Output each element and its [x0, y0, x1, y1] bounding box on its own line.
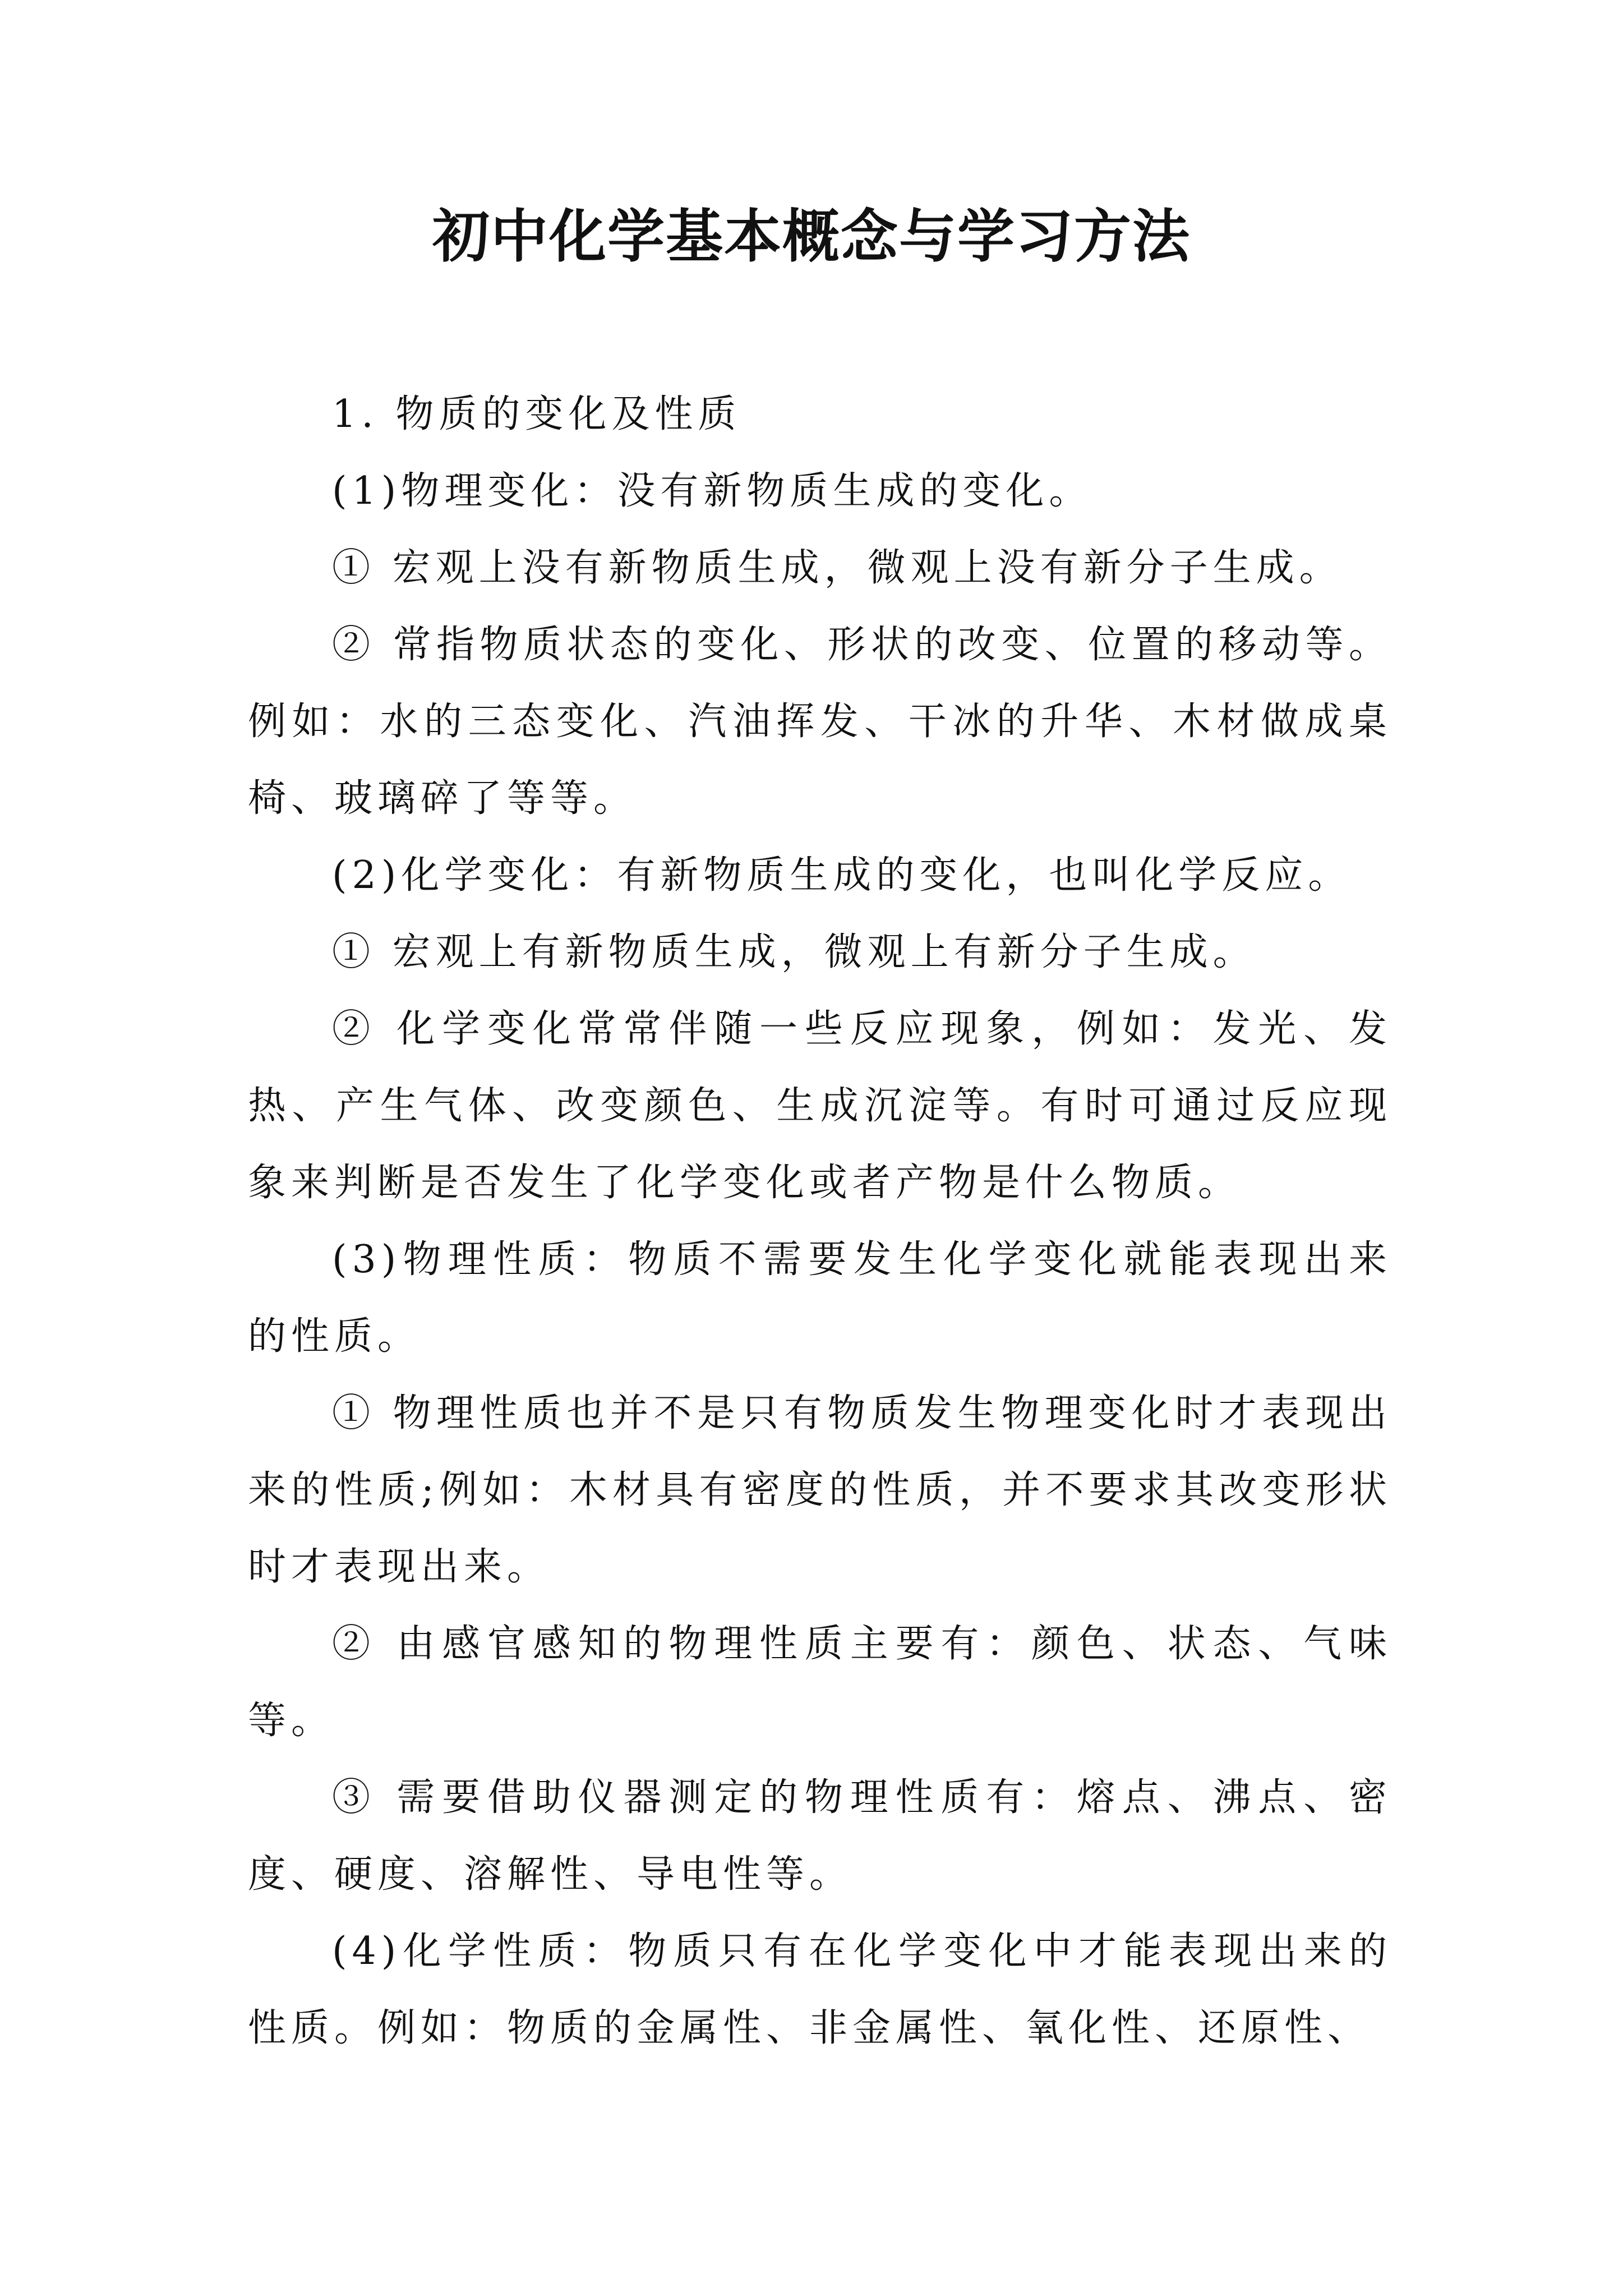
paragraph: ② 化学变化常常伴随一些反应现象，例如：发光、发热、产生气体、改变颜色、生成沉淀等。有时可通过反应现象来判断是否发生了化学变化或者产物是什么物质。: [248, 1007, 1392, 1205]
paragraph: ③ 需要借助仪器测定的物理性质有：熔点、沸点、密度、硬度、溶解性、导电性等。: [248, 1775, 1392, 1897]
document-title: 初中化学基本概念与学习方法: [432, 203, 1191, 270]
paragraph: ② 常指物质状态的变化、形状的改变、位置的移动等。例如：水的三态变化、汽油挥发、干冰的升华、木材做成桌椅、玻璃碎了等等。: [248, 623, 1392, 821]
paragraph: (4)化学性质：物质只有在化学变化中才能表现出来的性质。例如：物质的金属性、非金属性、氧化性、还原性、: [248, 1929, 1392, 2050]
section-heading: 1. 物质的变化及性质: [332, 392, 741, 436]
document-body: [248, 376, 1392, 2067]
paragraph: (3)物理性质：物质不需要发生化学变化就能表现出来的性质。: [248, 1237, 1392, 1359]
paragraph: (2)化学变化：有新物质生成的变化，也叫化学反应。: [332, 853, 1352, 898]
paragraph: ① 宏观上有新物质生成，微观上有新分子生成。: [332, 930, 1256, 974]
paragraph: ① 物理性质也并不是只有物质发生物理变化时才表现出来的性质;例如：木材具有密度的性质，并不要求其改变形状时才表现出来。: [248, 1391, 1392, 1589]
paragraph: ② 由感官感知的物理性质主要有：颜色、状态、气味等。: [248, 1622, 1392, 1743]
paragraph: (1)物理变化：没有新物质生成的变化。: [332, 469, 1092, 513]
paragraph: ① 宏观上没有新物质生成，微观上没有新分子生成。: [332, 546, 1343, 590]
